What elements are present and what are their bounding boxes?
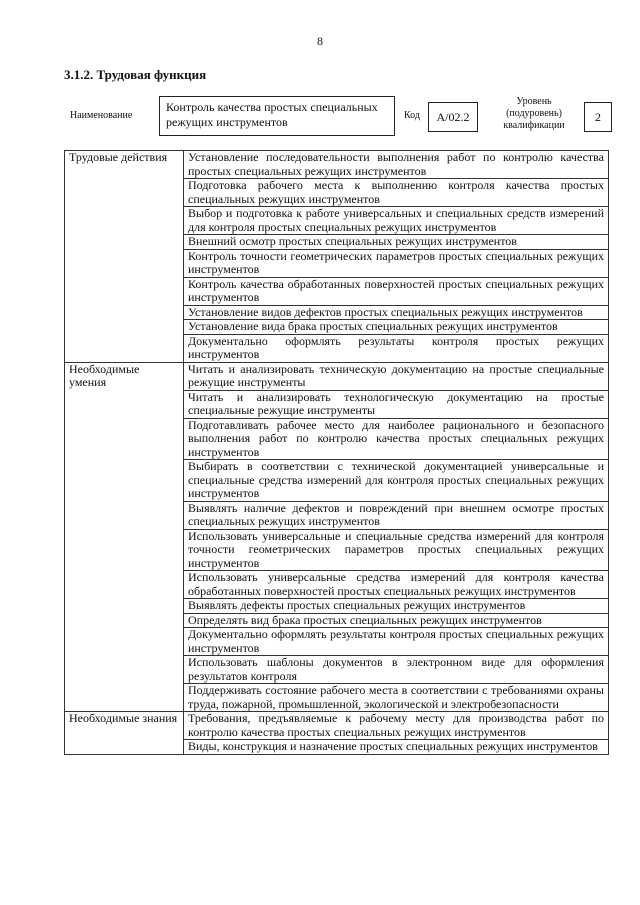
table-cell-item: Читать и анализировать технологическую документацию на простые специальные режущие инструменты <box>184 390 609 418</box>
code-value: А/02.2 <box>428 102 478 132</box>
page-number: 8 <box>317 34 323 48</box>
table-cell-item: Установление последовательности выполнения работ по контролю качества простых специальных режущих инструментов <box>184 151 609 179</box>
table-cell-item: Внешний осмотр простых специальных режущих инструментов <box>184 235 609 250</box>
name-label: Наименование <box>70 110 133 121</box>
table-cell-item: Документально оформлять результаты контроля простых режущих инструментов <box>184 334 609 362</box>
table-row <box>65 362 609 390</box>
table-cell-item: Выявлять дефекты простых специальных режущих инструментов <box>184 599 609 614</box>
table-cell-item: Установление видов дефектов простых специальных режущих инструментов <box>184 305 609 320</box>
section-category: Необходимые умения <box>65 362 184 712</box>
table-cell-item: Виды, конструкция и назначение простых специальных режущих инструментов <box>184 740 609 755</box>
table-cell-item: Читать и анализировать техническую документацию на простые специальные режущие инструменты <box>184 362 609 390</box>
table-row <box>65 151 609 179</box>
function-header <box>64 96 612 136</box>
table-cell-item: Использовать универсальные средства измерений для контроля качества обработанных поверхностей простых специальных режущих инструментов <box>184 571 609 599</box>
table-cell-item: Выбирать в соответствии с технической документацией универсальные и специальные средства измерений для контроля простых специальных режущих инструментов <box>184 460 609 502</box>
section-category: Трудовые действия <box>65 151 184 363</box>
level-label-line-3: квалификации <box>503 120 565 131</box>
level-label-line-2: (подуровень) <box>506 108 562 119</box>
table-cell-item: Выявлять наличие дефектов и повреждений при внешнем осмотре простых специальных режущих инструментов <box>184 501 609 529</box>
code-label: Код <box>404 110 420 121</box>
section-title: 3.1.2. Трудовая функция <box>64 67 207 82</box>
table-cell-item: Определять вид брака простых специальных режущих инструментов <box>184 613 609 628</box>
table-cell-item: Использовать шаблоны документов в электронном виде для оформления результатов контроля <box>184 656 609 684</box>
section-category: Необходимые знания <box>65 712 184 755</box>
table-cell-item: Требования, предъявляемые к рабочему месту для производства работ по контролю качества простых специальных режущих инструментов <box>184 712 609 740</box>
level-value: 2 <box>584 102 612 132</box>
table-cell-item: Поддерживать состояние рабочего места в соответствии с требованиями охраны труда, пожарной, промышленной, экологической и электробезопасности <box>184 684 609 712</box>
table-cell-item: Контроль точности геометрических параметров простых специальных режущих инструментов <box>184 249 609 277</box>
function-table <box>64 150 609 755</box>
level-label <box>488 96 580 132</box>
table-row <box>65 712 609 740</box>
table-cell-item: Подготавливать рабочее место для наиболее рационального и безопасного выполнения работ по контролю качества простых специальных режущих инструментов <box>184 418 609 460</box>
level-label-line-1: Уровень <box>516 96 552 107</box>
table-cell-item: Контроль качества обработанных поверхностей простых специальных режущих инструментов <box>184 277 609 305</box>
name-value: Контроль качества простых специальных режущих инструментов <box>159 96 395 136</box>
table-cell-item: Подготовка рабочего места к выполнению контроля качества простых специальных режущих инструментов <box>184 179 609 207</box>
table-cell-item: Использовать универсальные и специальные средства измерений для контроля точности геометрических параметров простых специальных режущих инструментов <box>184 529 609 571</box>
table-cell-item: Выбор и подготовка к работе универсальных и специальных средств измерений для контроля простых специальных режущих инструментов <box>184 207 609 235</box>
table-cell-item: Документально оформлять результаты контроля простых специальных режущих инструментов <box>184 628 609 656</box>
table-cell-item: Установление вида брака простых специальных режущих инструментов <box>184 320 609 335</box>
